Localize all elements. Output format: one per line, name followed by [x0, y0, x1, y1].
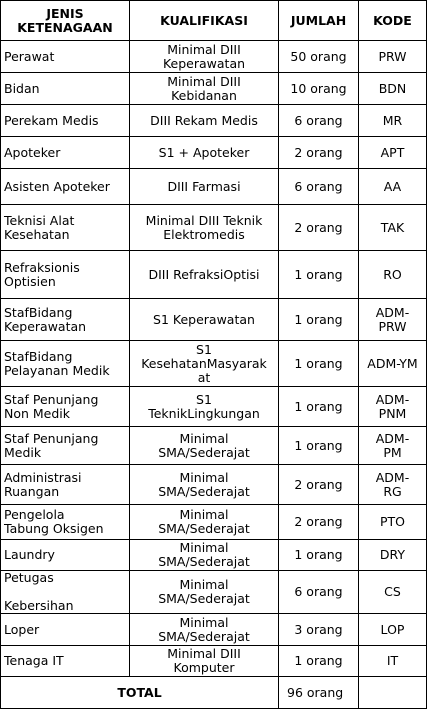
cell-code: ADM- PRW — [359, 299, 427, 341]
header-qualification: KUALIFIKASI — [130, 1, 279, 41]
cell-count: 2 orang — [279, 505, 359, 540]
cell-count: 2 orang — [279, 465, 359, 505]
cell-count: 2 orang — [279, 137, 359, 169]
cell-type: Teknisi Alat Kesehatan — [1, 205, 130, 251]
table-row — [1, 505, 427, 540]
cell-code: TAK — [359, 205, 427, 251]
cell-type: Apoteker — [1, 137, 130, 169]
cell-qualification: S1 Keperawatan — [130, 299, 279, 341]
cell-qualification: Minimal DIII Keperawatan — [130, 41, 279, 73]
cell-count: 50 orang — [279, 41, 359, 73]
cell-code: IT — [359, 646, 427, 677]
table-row — [1, 387, 427, 427]
table-row — [1, 341, 427, 387]
cell-count: 1 orang — [279, 299, 359, 341]
cell-code: APT — [359, 137, 427, 169]
cell-qualification: DIII RefraksiOptisi — [130, 251, 279, 299]
cell-code: ADM- RG — [359, 465, 427, 505]
cell-qualification: Minimal SMA/Sederajat — [130, 505, 279, 540]
cell-type: StafBidang Pelayanan Medik — [1, 341, 130, 387]
cell-qualification: Minimal SMA/Sederajat — [130, 427, 279, 465]
cell-count: 6 orang — [279, 105, 359, 137]
cell-code: MR — [359, 105, 427, 137]
cell-qualification: Minimal DIII Kebidanan — [130, 73, 279, 105]
cell-code: BDN — [359, 73, 427, 105]
table-row — [1, 299, 427, 341]
total-label: TOTAL — [1, 677, 279, 709]
cell-type: Tenaga IT — [1, 646, 130, 677]
header-type: JENIS KETENAGAAN — [1, 1, 130, 41]
cell-type: Staf Penunjang Non Medik — [1, 387, 130, 427]
cell-count: 10 orang — [279, 73, 359, 105]
cell-count: 3 orang — [279, 614, 359, 646]
total-count: 96 orang — [279, 677, 359, 709]
table-row — [1, 169, 427, 205]
table-row — [1, 614, 427, 646]
cell-qualification: S1 + Apoteker — [130, 137, 279, 169]
cell-count: 6 orang — [279, 169, 359, 205]
cell-type: Perawat — [1, 41, 130, 73]
cell-type: Laundry — [1, 540, 130, 571]
cell-qualification: Minimal SMA/Sederajat — [130, 571, 279, 614]
cell-qualification: Minimal DIII Teknik Elektromedis — [130, 205, 279, 251]
cell-qualification: Minimal SMA/Sederajat — [130, 465, 279, 505]
table-row — [1, 41, 427, 73]
cell-count: 1 orang — [279, 387, 359, 427]
cell-type: Perekam Medis — [1, 105, 130, 137]
table-row — [1, 646, 427, 677]
table-row — [1, 571, 427, 614]
cell-code: PRW — [359, 41, 427, 73]
cell-count: 1 orang — [279, 540, 359, 571]
table-header-row — [1, 1, 427, 41]
cell-count: 6 orang — [279, 571, 359, 614]
cell-code: PTO — [359, 505, 427, 540]
cell-code: ADM- PNM — [359, 387, 427, 427]
cell-code: ADM-YM — [359, 341, 427, 387]
cell-type: Refraksionis Optisien — [1, 251, 130, 299]
cell-qualification: S1 TeknikLingkungan — [130, 387, 279, 427]
header-code: KODE — [359, 1, 427, 41]
cell-type: Asisten Apoteker — [1, 169, 130, 205]
cell-code: DRY — [359, 540, 427, 571]
cell-code: RO — [359, 251, 427, 299]
cell-type: StafBidang Keperawatan — [1, 299, 130, 341]
cell-type: Bidan — [1, 73, 130, 105]
table-row — [1, 465, 427, 505]
cell-code: CS — [359, 571, 427, 614]
cell-count: 1 orang — [279, 427, 359, 465]
cell-qualification: S1 KesehatanMasyarak at — [130, 341, 279, 387]
cell-code: ADM- PM — [359, 427, 427, 465]
table-row — [1, 540, 427, 571]
cell-type: Administrasi Ruangan — [1, 465, 130, 505]
cell-code: AA — [359, 169, 427, 205]
cell-code: LOP — [359, 614, 427, 646]
cell-qualification: Minimal SMA/Sederajat — [130, 614, 279, 646]
cell-qualification: DIII Rekam Medis — [130, 105, 279, 137]
table-row — [1, 105, 427, 137]
cell-count: 1 orang — [279, 251, 359, 299]
header-count: JUMLAH — [279, 1, 359, 41]
cell-type: Loper — [1, 614, 130, 646]
cell-count: 2 orang — [279, 205, 359, 251]
total-row — [1, 677, 427, 709]
cell-count: 1 orang — [279, 646, 359, 677]
cell-count: 1 orang — [279, 341, 359, 387]
cell-qualification: Minimal DIII Komputer — [130, 646, 279, 677]
cell-qualification: DIII Farmasi — [130, 169, 279, 205]
total-code — [359, 677, 427, 709]
table-row — [1, 137, 427, 169]
table-row — [1, 205, 427, 251]
cell-type: Pengelola Tabung Oksigen — [1, 505, 130, 540]
cell-type: Staf Penunjang Medik — [1, 427, 130, 465]
cell-qualification: Minimal SMA/Sederajat — [130, 540, 279, 571]
cell-type: Petugas Kebersihan — [1, 571, 130, 614]
table-row — [1, 73, 427, 105]
table-row — [1, 251, 427, 299]
table-row — [1, 427, 427, 465]
